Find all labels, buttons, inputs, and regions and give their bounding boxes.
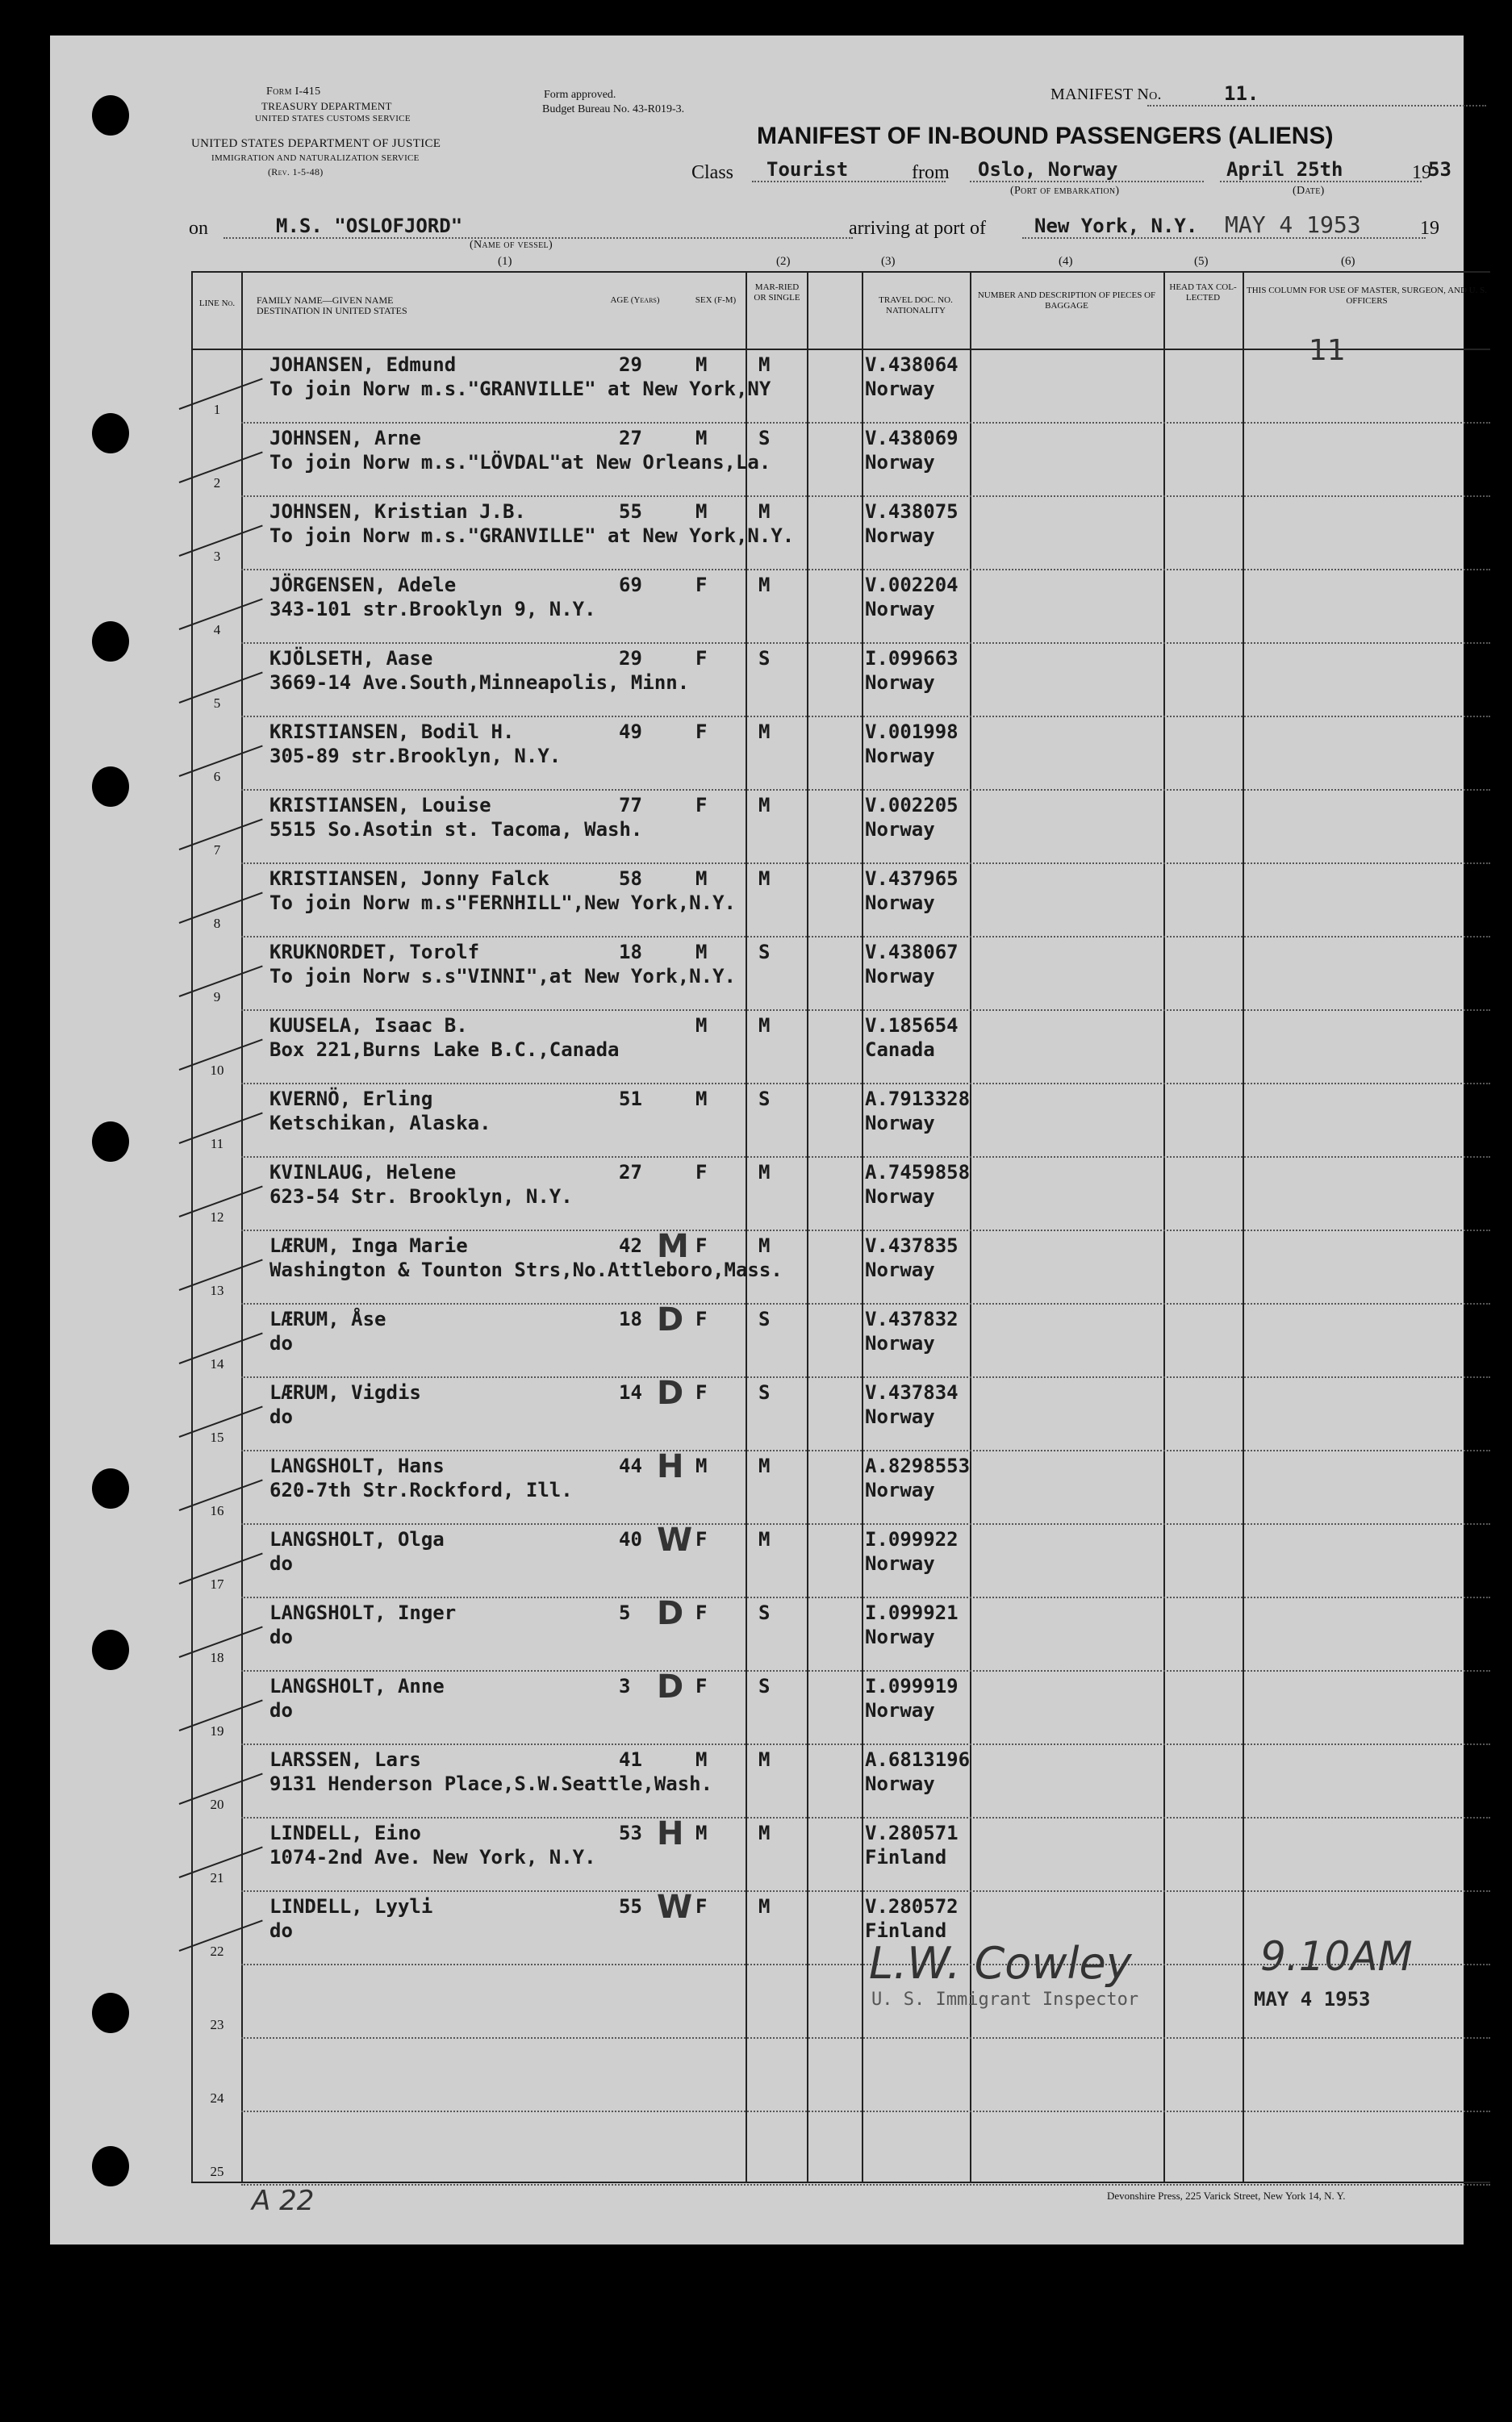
passenger-destination: do [269,1405,293,1428]
line-number: 6 [213,769,221,784]
budget-bureau: Budget Bureau No. 43-R019-3. [542,103,685,115]
handwritten-mark: H [657,1448,684,1485]
passenger-sex: F [695,1895,708,1918]
row-divider [241,1083,1490,1084]
binder-hole [92,1468,129,1509]
line-number: 16 [210,1503,224,1518]
passenger-sex: F [695,1601,708,1624]
passenger-sex: F [695,1528,708,1551]
passenger-sex: M [695,1455,708,1477]
line-number: 14 [210,1356,224,1372]
passenger-sex: M [695,1748,708,1771]
passenger-marital: S [758,1308,771,1330]
line-number: 3 [213,549,221,564]
vessel-name: M.S. "OSLOFJORD" [276,215,463,237]
treasury-dept: TREASURY DEPARTMENT [261,100,392,112]
handwritten-mark: D [657,1301,684,1338]
passenger-marital: S [758,1381,771,1404]
nationality: Canada [865,1038,935,1061]
nationality: Norway [865,745,935,767]
passenger-sex: F [695,720,708,743]
printer-footer: Devonshire Press, 225 Varick Street, New York 14, N. Y. [1107,2190,1346,2202]
row-divider [241,1009,1490,1011]
passenger-age: 55 [619,1895,642,1918]
header-bottom [191,349,1490,350]
arriving-label: arriving at port of [849,218,986,239]
row-divider [241,1230,1490,1231]
passenger-name: KRUKNORDET, Torolf [269,941,480,963]
passenger-name: JÖRGENSEN, Adele [269,574,457,596]
passenger-name: LANGSHOLT, Olga [269,1528,445,1551]
table-top [191,271,1490,273]
justice-dept: UNITED STATES DEPARTMENT OF JUSTICE [191,137,441,150]
passenger-marital: M [758,867,771,890]
class-label: Class [691,162,734,183]
row-divider [241,1670,1490,1672]
row-divider [241,936,1490,937]
nationality: Norway [865,451,935,474]
col-tax-header: HEAD TAX COL-LECTED [1169,282,1237,303]
row-divider [241,1890,1490,1892]
row-divider [241,1376,1490,1378]
binder-hole [92,2146,129,2186]
passenger-marital: M [758,353,771,376]
passenger-marital: S [758,1088,771,1110]
col-sex-header: SEX (F-M) [695,295,737,305]
passenger-sex: M [695,1088,708,1110]
row-divider [241,1817,1490,1819]
handwritten-mark: W [657,1889,693,1926]
nationality: Norway [865,1259,935,1281]
travel-doc: V.280572 [865,1895,959,1918]
handwritten-mark: W [657,1522,693,1559]
nationality: Norway [865,1773,935,1795]
embarkation-port: Oslo, Norway [978,158,1118,181]
nationality: Norway [865,818,935,841]
travel-doc: V.001998 [865,720,959,743]
passenger-age: 53 [619,1822,642,1844]
passenger-marital: S [758,647,771,670]
passenger-destination: 3669-14 Ave.South,Minneapolis, Minn. [269,671,690,694]
passenger-marital: S [758,427,771,449]
travel-doc: V.280571 [865,1822,959,1844]
passenger-destination: To join Norw m.s"FERNHILL",New York,N.Y. [269,892,736,914]
passenger-destination: Washington & Tounton Strs,No.Attleboro,Mass. [269,1259,783,1281]
passenger-marital: M [758,794,771,816]
passenger-name: LANGSHOLT, Hans [269,1455,445,1477]
travel-doc: A.7913328 [865,1088,971,1110]
nationality: Norway [865,1405,935,1428]
row-divider [241,1523,1490,1525]
row-divider [241,2111,1490,2112]
passenger-marital: M [758,1895,771,1918]
form-approved: Form approved. [544,89,616,101]
nationality: Norway [865,671,935,694]
passenger-name: KUUSELA, Isaac B. [269,1014,468,1037]
binder-hole [92,621,129,662]
passenger-age: 40 [619,1528,642,1551]
passenger-marital: M [758,1161,771,1184]
line-number: 18 [210,1650,224,1665]
nationality: Finland [865,1919,947,1942]
line-number: 21 [210,1870,224,1885]
inspector-stamp: MAY 4 1953 [1254,1988,1371,2011]
passenger-age: 27 [619,427,642,449]
manifest-page [50,35,1487,2245]
nationality: Norway [865,965,935,988]
passenger-age: 42 [619,1234,642,1257]
col-num-3: (3) [881,255,896,268]
passenger-sex: F [695,1161,708,1184]
passenger-sex: M [695,1014,708,1037]
passenger-marital: M [758,1528,771,1551]
passenger-age: 18 [619,941,642,963]
line-number: 25 [210,2164,224,2179]
manifest-number: 11. [1224,82,1259,105]
passenger-sex: M [695,941,708,963]
passenger-age: 77 [619,794,642,816]
class-value: Tourist [766,158,849,181]
nationality: Norway [865,1552,935,1575]
passenger-name: LINDELL, Eino [269,1822,421,1844]
col-num-1: (1) [498,255,512,268]
col-married-header: MAR-RIED OR SINGLE [754,282,800,303]
passenger-marital: S [758,1675,771,1697]
passenger-name: KVERNÖ, Erling [269,1088,433,1110]
travel-doc: V.437832 [865,1308,959,1330]
binder-hole [92,766,129,807]
passenger-name: JOHNSEN, Arne [269,427,421,449]
col-num-2: (2) [776,255,791,268]
travel-doc: V.185654 [865,1014,959,1037]
row-divider [241,1597,1490,1598]
passenger-age: 44 [619,1455,642,1477]
handwritten-mark: D [657,1595,684,1632]
year-prefix: 19 [1412,162,1431,183]
nationality: Norway [865,1699,935,1722]
travel-doc: I.099922 [865,1528,959,1551]
travel-doc: V.437965 [865,867,959,890]
passenger-age: 3 [619,1675,631,1697]
year-value: 53 [1428,158,1451,181]
travel-doc: V.002205 [865,794,959,816]
binder-hole [92,1121,129,1162]
col-officers-header: THIS COLUMN FOR USE OF MASTER, SURGEON, AND U. S. OFFICERS [1247,286,1487,306]
passenger-marital: M [758,1455,771,1477]
passenger-destination: 305-89 str.Brooklyn, N.Y. [269,745,562,767]
passenger-age: 69 [619,574,642,596]
travel-doc: V.437834 [865,1381,959,1404]
col-num-4: (4) [1059,255,1073,268]
passenger-age: 55 [619,500,642,523]
nationality: Norway [865,378,935,400]
passenger-marital: S [758,1601,771,1624]
nationality: Norway [865,598,935,620]
row-divider [241,862,1490,864]
row-divider [241,2037,1490,2039]
passenger-destination: 9131 Henderson Place,S.W.Seattle,Wash. [269,1773,713,1795]
line-number: 22 [210,1944,224,1959]
revision: (Rev. 1-5-48) [268,166,324,177]
line-number: 15 [210,1430,224,1445]
binder-hole [92,413,129,453]
col-doc-header: TRAVEL DOC. NO. NATIONALITY [879,295,953,315]
passenger-name: JOHNSEN, Kristian J.B. [269,500,526,523]
passenger-sex: F [695,794,708,816]
travel-doc: V.437835 [865,1234,959,1257]
passenger-destination: 5515 So.Asotin st. Tacoma, Wash. [269,818,643,841]
nationality: Norway [865,892,935,914]
row-divider [241,716,1490,717]
nationality: Norway [865,524,935,547]
table-bottom [191,2182,1490,2183]
passenger-age: 29 [619,353,642,376]
passenger-marital: M [758,720,771,743]
passenger-marital: S [758,941,771,963]
handwritten-mark: D [657,1668,684,1706]
line-number: 7 [213,842,221,858]
row-divider [241,2184,1490,2186]
passenger-marital: M [758,1748,771,1771]
date-label: (Date) [1293,185,1325,197]
line-number: 23 [210,2017,224,2032]
passenger-sex: F [695,1381,708,1404]
binder-hole [92,1993,129,2033]
row-divider [241,569,1490,570]
passenger-sex: M [695,353,708,376]
line-number: 13 [210,1283,224,1298]
binder-hole [92,95,129,136]
passenger-age: 29 [619,647,642,670]
passenger-age: 41 [619,1748,642,1771]
passenger-age: 27 [619,1161,642,1184]
travel-doc: V.438075 [865,500,959,523]
passenger-marital: M [758,574,771,596]
passenger-name: KJÖLSETH, Aase [269,647,433,670]
row-divider [241,1156,1490,1158]
passenger-name: LÆRUM, Åse [269,1308,386,1330]
travel-doc: I.099921 [865,1601,959,1624]
passenger-name: LANGSHOLT, Inger [269,1601,457,1624]
handwritten-mark: H [657,1815,684,1852]
passenger-name: KVINLAUG, Helene [269,1161,457,1184]
col-num-5: (5) [1194,255,1209,268]
vessel-label: (Name of vessel) [470,239,553,251]
passenger-destination: To join Norw s.s"VINNI",at New York,N.Y. [269,965,736,988]
binder-hole [92,1630,129,1670]
row-divider [241,422,1490,424]
passenger-sex: F [695,1234,708,1257]
line-number: 24 [210,2090,224,2106]
handwritten-mark: M [657,1228,689,1265]
port-label: (Port of embarkation) [1010,185,1120,197]
travel-doc: A.8298553 [865,1455,971,1477]
line-number: 19 [210,1723,224,1739]
passenger-sex: M [695,427,708,449]
passenger-name: LÆRUM, Inga Marie [269,1234,468,1257]
travel-doc: I.099663 [865,647,959,670]
travel-doc: V.438064 [865,353,959,376]
passenger-sex: M [695,867,708,890]
passenger-destination: Ketschikan, Alaska. [269,1112,491,1134]
passenger-destination: do [269,1626,293,1648]
passenger-sex: M [695,1822,708,1844]
form-number: Form I-415 [266,86,321,98]
passenger-marital: M [758,1014,771,1037]
passenger-sex: F [695,574,708,596]
passenger-destination: To join Norw m.s."GRANVILLE" at New York,NY [269,378,771,400]
passenger-destination: 623-54 Str. Brooklyn, N.Y. [269,1185,573,1208]
travel-doc: A.7459858 [865,1161,971,1184]
passenger-age: 58 [619,867,642,890]
ins-service: IMMIGRATION AND NATURALIZATION SERVICE [211,153,420,163]
manifest-line [1147,105,1486,106]
col-baggage-header: NUMBER AND DESCRIPTION OF PIECES OF BAGGAGE [977,290,1156,311]
passenger-age: 5 [619,1601,631,1624]
col-name-header: FAMILY NAME—GIVEN NAME DESTINATION IN UNITED STATES [257,294,407,316]
col-age-header: AGE (Years) [610,295,660,305]
passenger-sex: F [695,647,708,670]
inspector-signature: L.W. Cowley [869,1938,1132,1989]
line-number: 9 [213,989,221,1004]
passenger-name: LÆRUM, Vigdis [269,1381,421,1404]
travel-doc: V.438069 [865,427,959,449]
line-number: 4 [213,622,221,637]
passenger-marital: M [758,1822,771,1844]
arrival-year: 19 [1420,218,1439,239]
passenger-sex: F [695,1308,708,1330]
row-divider [241,495,1490,497]
row-divider [241,642,1490,644]
passenger-name: LARSSEN, Lars [269,1748,421,1771]
page-note: A 22 [252,2185,315,2217]
passenger-sex: F [695,1675,708,1697]
line-number: 10 [210,1063,224,1078]
passenger-name: KRISTIANSEN, Louise [269,794,491,816]
officer-note: 11 [1309,334,1346,367]
signature-time: 9.10AM [1260,1933,1413,1980]
passenger-destination: do [269,1332,293,1355]
nationality: Norway [865,1112,935,1134]
passenger-age: 49 [619,720,642,743]
travel-doc: I.099919 [865,1675,959,1697]
embarkation-date: April 25th [1226,158,1343,181]
handwritten-mark: D [657,1375,684,1412]
manifest-title: MANIFEST OF IN-BOUND PASSENGERS (ALIENS) [757,123,1334,149]
line-number: 12 [210,1209,224,1225]
line-number: 11 [210,1136,224,1151]
passenger-name: KRISTIANSEN, Bodil H. [269,720,515,743]
nationality: Norway [865,1332,935,1355]
line-number: 17 [210,1576,224,1592]
customs-service: UNITED STATES CUSTOMS SERVICE [255,114,411,123]
passenger-marital: M [758,1234,771,1257]
row-divider [241,1450,1490,1451]
col-num-6: (6) [1341,255,1355,268]
passenger-age: 51 [619,1088,642,1110]
passenger-destination: To join Norw m.s."GRANVILLE" at New York,N.Y. [269,524,795,547]
manifest-label: MANIFEST No. [1050,86,1162,103]
passenger-destination: 620-7th Str.Rockford, Ill. [269,1479,573,1501]
passenger-sex: M [695,500,708,523]
travel-doc: V.438067 [865,941,959,963]
passenger-name: JOHANSEN, Edmund [269,353,457,376]
nationality: Norway [865,1479,935,1501]
passenger-destination: Box 221,Burns Lake B.C.,Canada [269,1038,620,1061]
passenger-name: LANGSHOLT, Anne [269,1675,445,1697]
nationality: Norway [865,1626,935,1648]
passenger-name: KRISTIANSEN, Jonny Falck [269,867,549,890]
travel-doc: V.002204 [865,574,959,596]
line-number: 20 [210,1797,224,1812]
line-number: 2 [213,475,221,491]
passenger-marital: M [758,500,771,523]
passenger-destination: do [269,1699,293,1722]
passenger-age: 18 [619,1308,642,1330]
row-divider [241,789,1490,791]
line-number: 5 [213,695,221,711]
inspector-title: U. S. Immigrant Inspector [871,1990,1139,2010]
row-divider [241,1743,1490,1745]
nationality: Norway [865,1185,935,1208]
passenger-destination: To join Norw m.s."LÖVDAL"at New Orleans,La. [269,451,771,474]
on-label: on [189,218,208,239]
passenger-name: LINDELL, Lyyli [269,1895,433,1918]
passenger-destination: 1074-2nd Ave. New York, N.Y. [269,1846,596,1869]
travel-doc: A.6813196 [865,1748,971,1771]
from-label: from [912,162,950,183]
nationality: Finland [865,1846,947,1869]
passenger-destination: do [269,1552,293,1575]
col-line-header: LINE No. [198,299,236,308]
passenger-destination: do [269,1919,293,1942]
passenger-age: 14 [619,1381,642,1404]
line-number: 1 [213,402,221,417]
passenger-destination: 343-101 str.Brooklyn 9, N.Y. [269,598,596,620]
row-divider [241,1303,1490,1305]
line-number: 8 [213,916,221,931]
arrival-port: New York, N.Y. [1034,215,1198,237]
arrival-stamp: MAY 4 1953 [1225,211,1361,238]
